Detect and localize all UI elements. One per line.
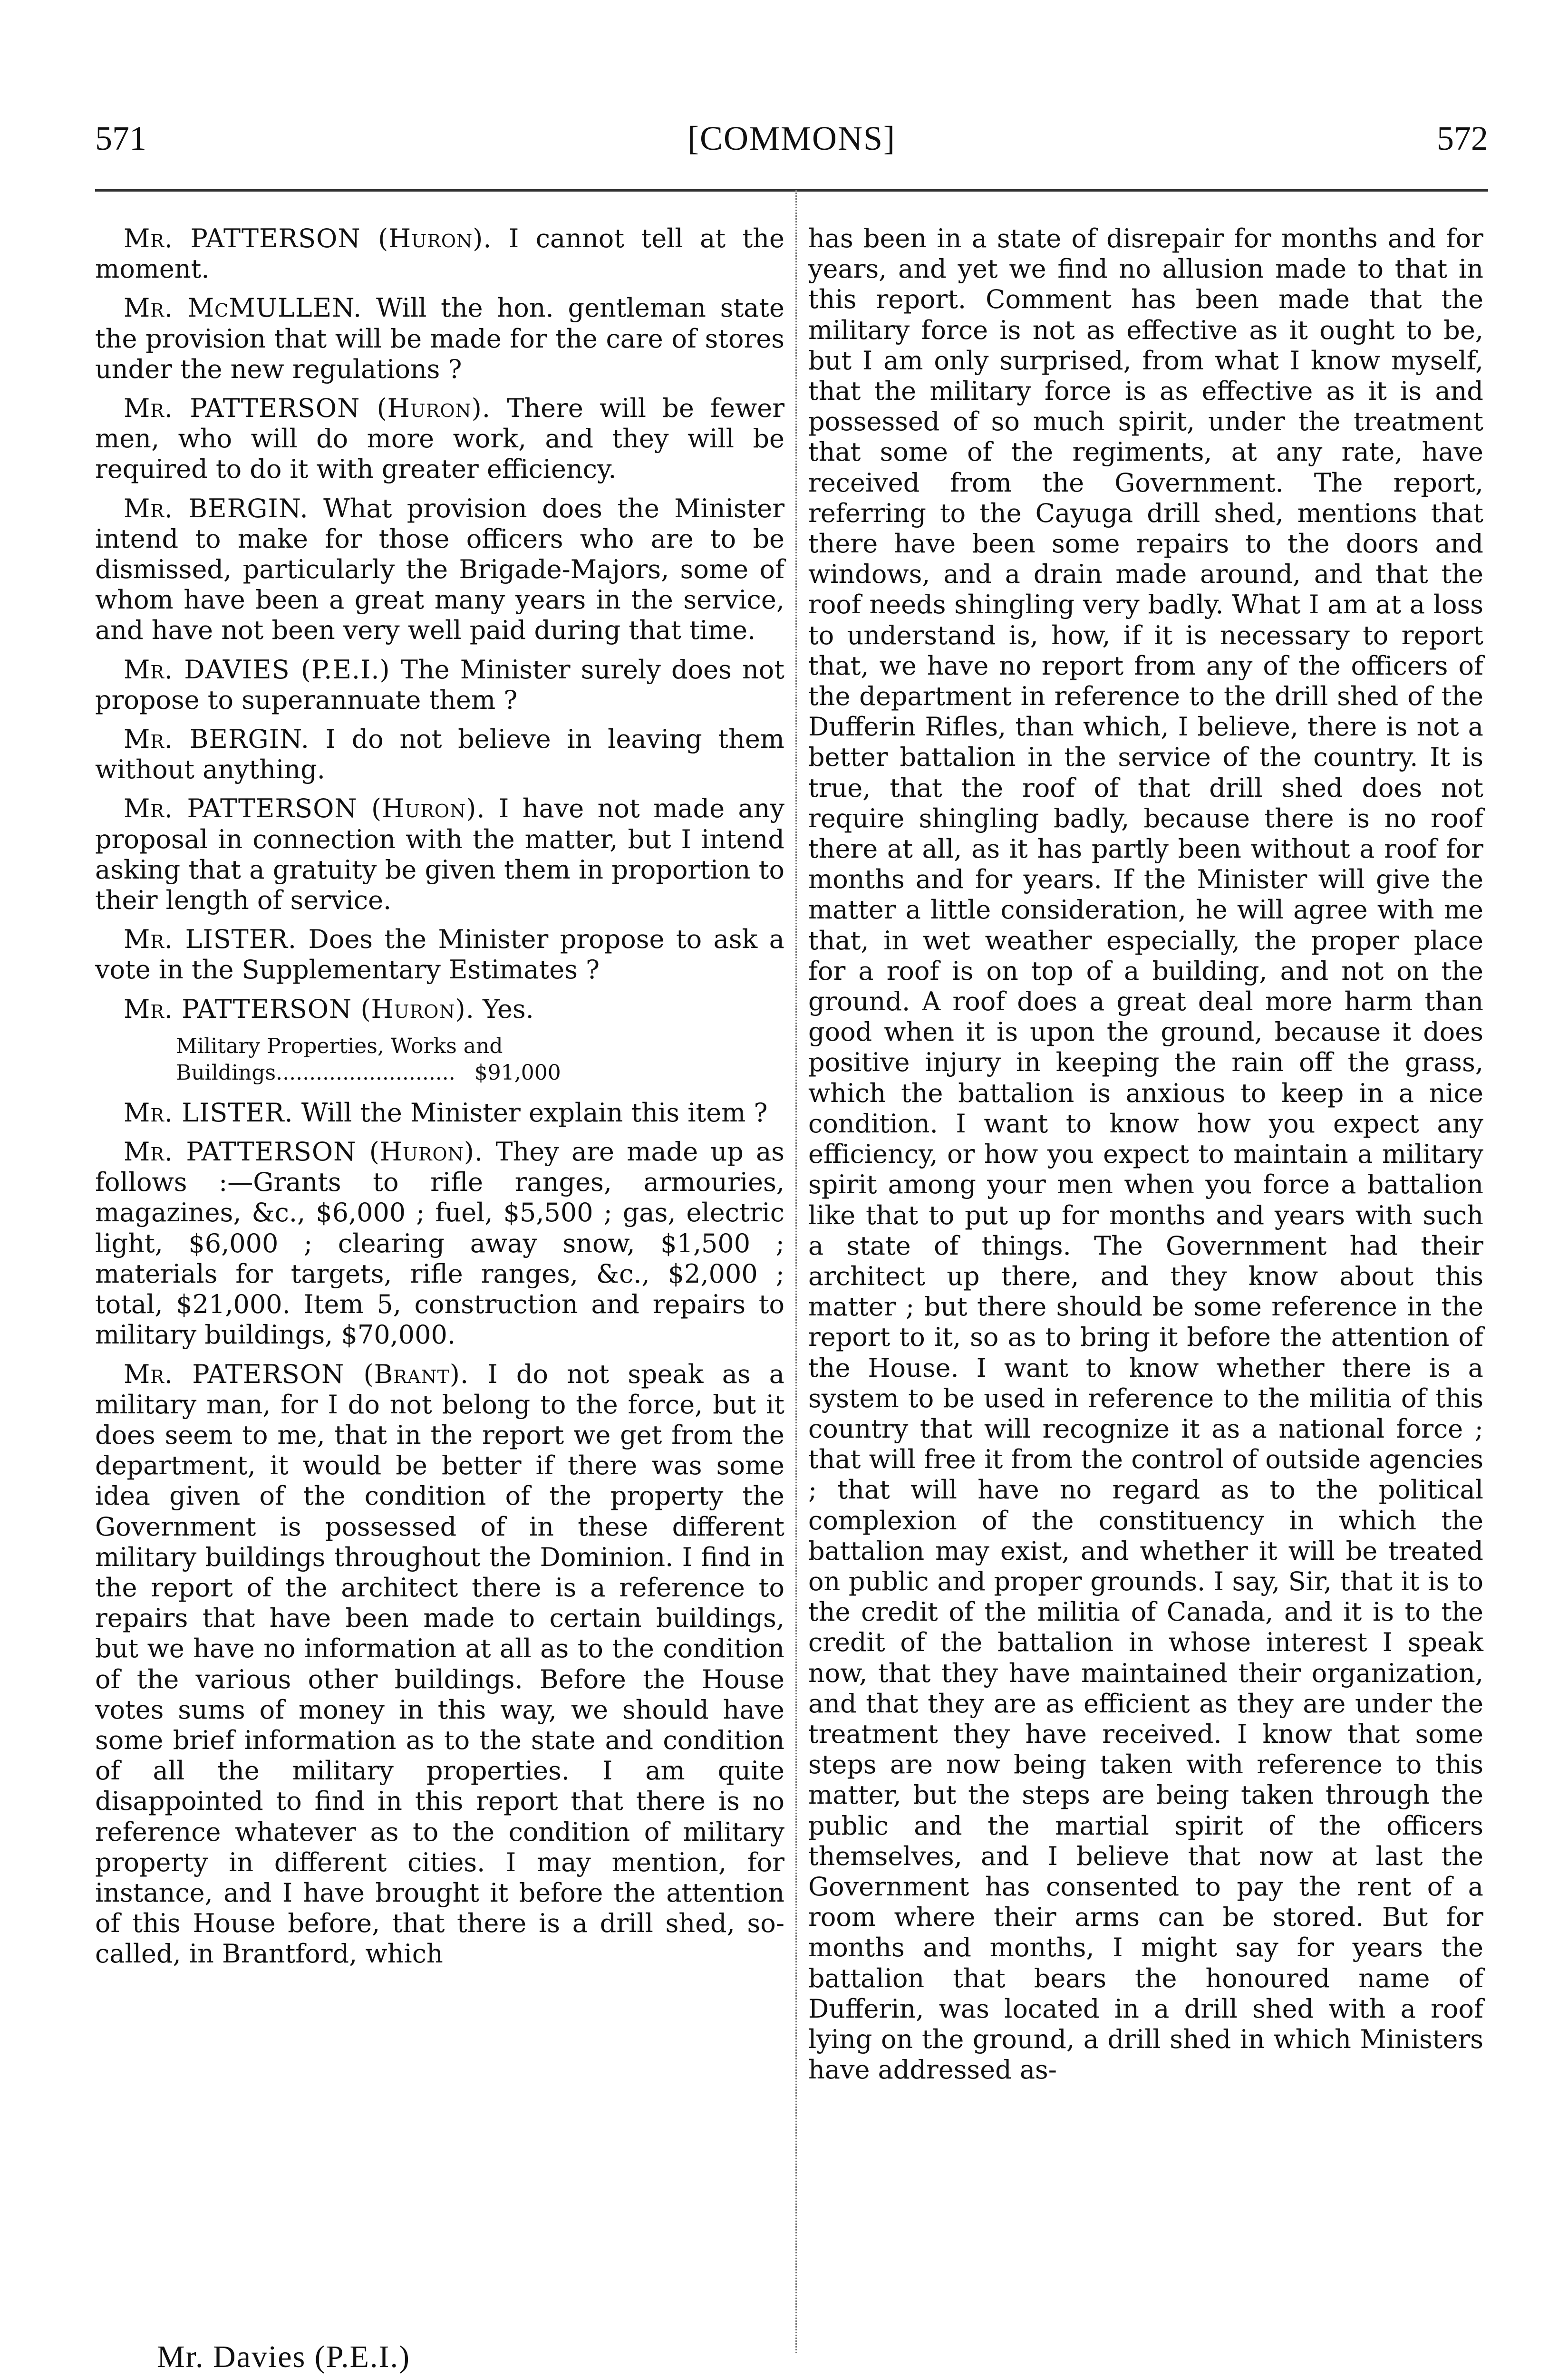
- speaker-name: Mr. PATTERSON (Huron).: [124, 793, 485, 824]
- estimate-item-label: Military Properties, Works and Buildings...........................: [176, 1034, 503, 1085]
- speech-paragraph: [95, 994, 784, 1024]
- page-number-right: 572: [1437, 119, 1488, 157]
- speech-paragraph: [95, 724, 784, 785]
- estimate-item-amount: $91,000: [474, 1060, 561, 1085]
- speaker-name: Mr. BERGIN.: [124, 493, 309, 523]
- page-number-left: 571: [95, 119, 146, 157]
- speaker-name: Mr. PATERSON (Brant).: [124, 1359, 469, 1389]
- column-divider: [795, 190, 797, 2353]
- speaker-name: Mr. LISTER.: [124, 924, 297, 955]
- speech-paragraph: [95, 1137, 784, 1350]
- speech-paragraph: [95, 1098, 784, 1128]
- speaker-name: Mr. BERGIN.: [124, 724, 310, 754]
- estimate-item: [176, 1033, 784, 1086]
- speech-text: There will be fewer men, who will do more work, and they will be required to do it with greater efficiency.: [95, 393, 785, 484]
- speech-paragraph: [95, 924, 784, 985]
- speaker-name: Mr. PATTERSON (Huron).: [124, 994, 474, 1024]
- speech-paragraph: [95, 493, 784, 646]
- speaker-name: Mr. McMULLEN.: [124, 293, 362, 323]
- speech-text: Does the Minister propose to ask a vote in the Supplementary Estimates ?: [95, 924, 784, 985]
- speech-continuation: has been in a state of disrepair for months and for years, and yet we find no allusion made to that in this report. Comment has been made that the military force is not as effective as it ought to be, but I am only surprised, from what I know myself, that the military force is as effective as it is and possessed of so much spirit, under the treatment that some of the regiments, at any rate, have received from the Government. The report, referring to the Cayuga drill shed, mentions that there have been some repairs to the doors and windows, and a drain made around, and that the roof needs shingling very badly. What I am at a loss to understand is, how, if it is necessary to report that, we have no report from any of the officers of the department in reference to the drill shed of the Dufferin Rifles, than which, I believe, there is not a better battalion in the service of the country. It is true, that the roof of that drill shed does not require shingling badly, because there is no roof there at all, as it has partly been without a roof for months and for years. If the Minister will give the matter a little consideration, he will agree with me that, in wet weather especially, the proper place for a roof is on top of a building, and not on the ground. A roof does a great deal more harm than good when it is upon the ground, because it does positive injury in keeping the rain off the grass, which the battalion is anxious to keep in a nice condition. I want to know how you expect any efficiency, or how you expect to maintain a military spirit among your men when you force a battalion like that to put up for months and years with such a state of things. The Government had their architect up there, and they know about this matter ; but there should be some reference in the report to it, so as to bring it before the attention of the House. I want to know whether there is a system to be used in reference to the militia of this country that will recognize it as a national force ; that will free it from the control of outside agencies ; that will have no regard as to the political complexion of the constituency in which the battalion may exist, and whether it will be treated on public and proper grounds. I say, Sir, that it is to the credit of the militia of Canada, and it is to the credit of the battalion in whose interest I speak now, that they have maintained their organization, and that they are as efficient as they are under the treatment they have received. I know that some steps are now being taken with reference to this matter, but the steps are being taken through the public and the martial spirit of the officers themselves, and I believe that now at last the Government has consented to pay the rent of a room where their arms can be stored. But for months and months, I might say for years the battalion that bears the honoured name of Dufferin, was located in a drill shed with a roof lying on the ground, a drill shed in which Ministers have addressed as-: [808, 223, 1483, 2085]
- speech-text: What provision does the Minister intend to make for those officers who are to be dismissed, particularly the Brigade-Majors, some of whom have been a great many years in the service, and have not been very well paid during that time.: [95, 493, 785, 646]
- speech-text: The Minister surely does not propose to superannuate them ?: [95, 654, 784, 715]
- speaker-name: Mr. PATTERSON (Huron).: [124, 1137, 484, 1167]
- speech-text: They are made up as follows :—Grants to rifle ranges, armouries, magazines, &c., $6,000 ; fuel, $5,500 ; gas, electric light, $6,000 ; clearing away snow, $1,500 ; materials for targets, rifle ranges, &c., $2,000 ; total, $21,000. Item 5, construction and repairs to military buildings, $70,000.: [95, 1137, 784, 1350]
- speech-text: I do not believe in leaving them without anything.: [95, 724, 785, 785]
- speech-paragraph: [95, 393, 784, 485]
- speech-paragraph: [95, 293, 784, 385]
- speech-text: Will the Minister explain this item ?: [301, 1097, 768, 1128]
- right-column: [808, 223, 1483, 2094]
- speaker-name: Mr. PATTERSON (Huron).: [124, 393, 491, 424]
- speech-text: I do not speak as a military man, for I do not belong to the force, but it does seem to me, that in the report we get from the department, it would be better if there was some idea given of the condition of the property the Government is possessed of in these different military buildings throughout the Dominion. I find in the report of the architect there is a reference to repairs that have been made to certain buildings, but we have no information at all as to the condition of the various other buildings. Before the House votes sums of money in this way, we should have some brief information as to the state and condition of all the military properties. I am quite disappointed to find in this report that there is no reference whatever as to the condition of military property in different cities. I may mention, for instance, and I have brought it before the attention of this House before, that there is a drill shed, so-called, in Brantford, which: [95, 1359, 784, 1969]
- speech-paragraph: [95, 1359, 784, 1970]
- speech-paragraph: [95, 793, 784, 916]
- speaker-name: Mr. PATTERSON (Huron).: [124, 223, 492, 253]
- speech-text: Will the hon. gentleman state the provision that will be made for the care of stores under the new regulations ?: [95, 293, 784, 384]
- page-header: [95, 105, 1488, 171]
- speaker-name: Mr. LISTER.: [124, 1097, 293, 1128]
- speech-paragraph: [95, 223, 784, 284]
- left-column: [95, 223, 784, 1978]
- speech-paragraph: [95, 655, 784, 715]
- page-footer-catchword: Mr. Davies (P.E.I.): [157, 2339, 410, 2374]
- speech-text: Yes.: [483, 994, 534, 1024]
- speaker-name: Mr. DAVIES (P.E.I.): [124, 654, 390, 685]
- header-rule: [95, 189, 1488, 192]
- page-title: [COMMONS]: [687, 119, 896, 157]
- speech-text: I cannot tell at the moment.: [95, 223, 784, 284]
- speech-text: I have not made any proposal in connection with the matter, but I intend asking that a gratuity be given them in proportion to their length of service.: [95, 793, 784, 916]
